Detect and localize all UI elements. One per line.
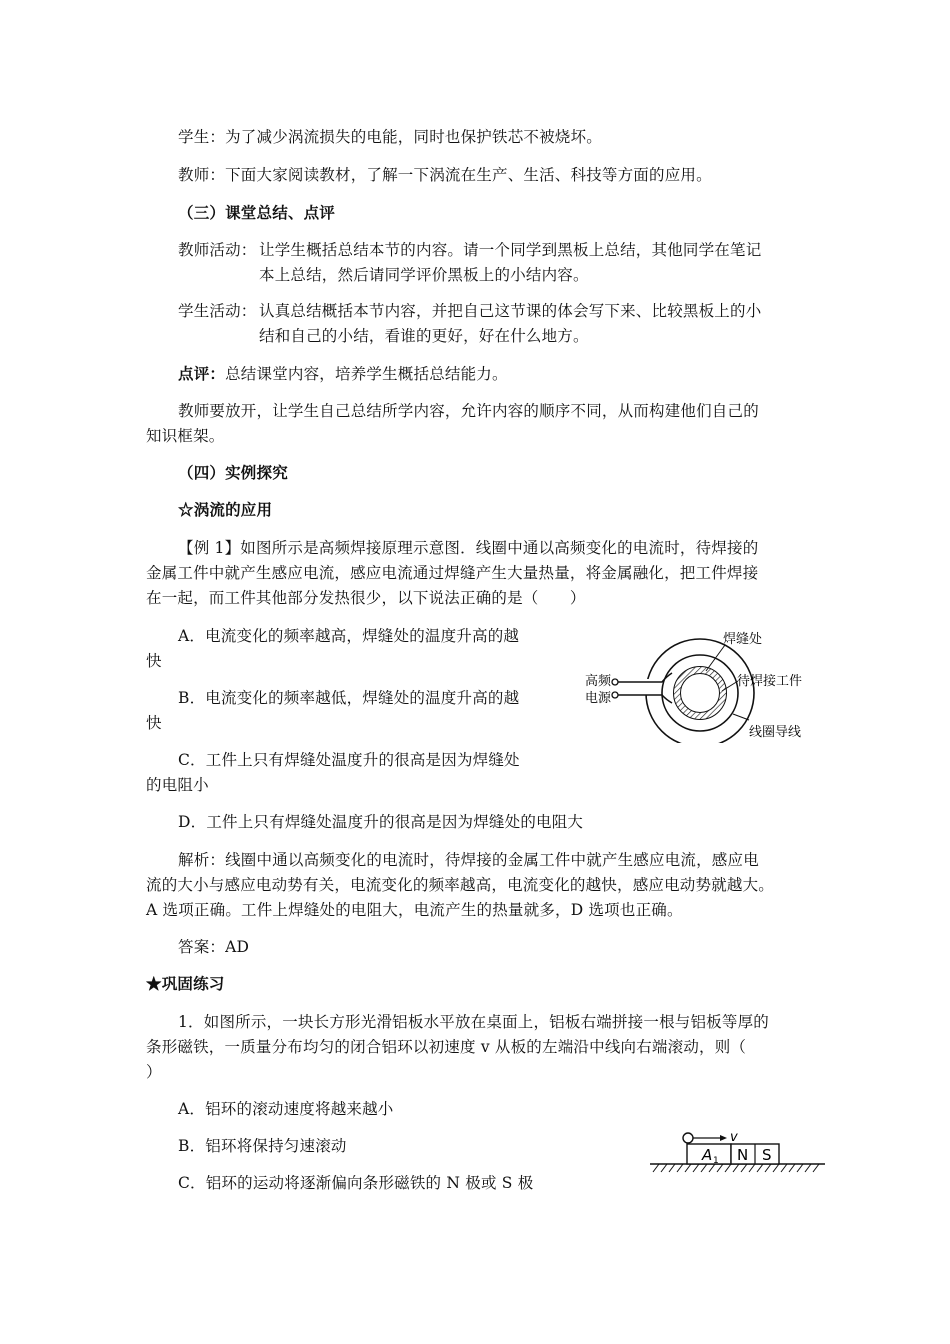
teacher-dialogue-line: 教师：下面大家阅读教材，了解一下涡流在生产、生活、科技等方面的应用。 — [178, 166, 712, 184]
option-b-line2: 快 — [146, 714, 162, 732]
example-subheading: ☆涡流的应用 — [178, 500, 273, 519]
arrow-head-icon — [720, 1135, 727, 1141]
option-d-line: D．工件上只有焊缝处温度升的很高是因为焊缝处的电阻大 — [178, 813, 584, 831]
teacher-activity-line2: 本上总结，然后请同学评价黑板上的小结内容。 — [259, 266, 589, 284]
welding-diagram — [575, 623, 825, 743]
example-question-line2: 金属工件中就产生感应电流，感应电流通过焊缝产生大量热量，将金属融化，把工件焊接 — [146, 564, 759, 582]
terminal-icon — [612, 692, 618, 698]
aluminum-ring — [683, 1133, 693, 1143]
analysis-line2: 流的大小与感应电动势有关，电流变化的频率越高，电流变化的越快，感应电动势就越大。 — [146, 876, 775, 894]
practice-heading: ★巩固练习 — [146, 974, 225, 993]
example-question-line3: 在一起，而工件其他部分发热很少，以下说法正确的是（ ） — [146, 589, 586, 607]
coil-label: 线圈导线 — [749, 725, 802, 740]
summary-heading: （三）课堂总结、点评 — [178, 203, 336, 222]
comment-label: 点评： — [178, 364, 226, 383]
student-dialogue-line: 学生：为了减少涡流损失的电能，同时也保护铁芯不被烧坏。 — [178, 128, 602, 146]
plate-label: A — [702, 1146, 713, 1164]
ground-hatching — [653, 1164, 819, 1172]
terminal-icon — [612, 679, 618, 685]
student-activity-line2: 结和自己的小结，看谁的更好，好在什么地方。 — [259, 327, 589, 345]
analysis-line3: A 选项正确。工件上焊缝处的电阻大，电流产生的热量就多，D 选项也正确。 — [146, 901, 683, 919]
practice-question-line1: 1．如图所示，一块长方形光滑铝板水平放在桌面上，铝板右端拼接一根与铝板等厚的 — [178, 1013, 769, 1031]
plate-magnet-diagram — [645, 1126, 830, 1178]
practice-question-line3: ） — [146, 1063, 162, 1081]
plate-label-subscript: 1 — [713, 1156, 719, 1166]
practice-option-c: C．铝环的运动将逐渐偏向条形磁铁的 N 极或 S 极 — [178, 1174, 534, 1192]
source-label-1: 高频 — [585, 674, 612, 689]
option-c-line1: C．工件上只有焊缝处温度升的很高是因为焊缝处 — [178, 751, 520, 769]
comment-line — [178, 364, 508, 384]
weld-label: 焊缝处 — [723, 632, 763, 647]
teacher-note-line1: 教师要放开，让学生自己总结所学内容，允许内容的顺序不同，从而构建他们自己的 — [178, 402, 759, 420]
option-c-line2: 的电阻小 — [146, 776, 209, 794]
teacher-activity-line1: 让学生概括总结本节的内容。请一个同学到黑板上总结，其他同学在笔记 — [259, 241, 762, 259]
comment-text: 总结课堂内容，培养学生概括总结能力。 — [225, 365, 508, 383]
analysis-line1: 解析：线圈中通以高频变化的电流时，待焊接的金属工件中就产生感应电流，感应电 — [178, 851, 759, 869]
velocity-label: v — [730, 1130, 738, 1145]
practice-option-a: A．铝环的滚动速度将越来越小 — [178, 1100, 394, 1118]
answer-line: 答案：AD — [178, 938, 250, 956]
example-question-line1: 【例 1】如图所示是高频焊接原理示意图．线圈中通以高频变化的电流时，待焊接的 — [178, 539, 759, 557]
option-b-line1: B．电流变化的频率越低，焊缝处的温度升高的越 — [178, 689, 520, 707]
south-pole-label: S — [762, 1146, 772, 1164]
option-a-line1: A．电流变化的频率越高，焊缝处的温度升高的越 — [178, 627, 520, 645]
option-a-line2: 快 — [146, 652, 162, 670]
teacher-activity-label: 教师活动： — [178, 241, 257, 259]
source-label-2: 电源 — [585, 691, 612, 706]
workpiece-label: 待焊接工件 — [737, 674, 803, 689]
practice-option-b: B．铝环将保持匀速滚动 — [178, 1137, 347, 1155]
student-activity-label: 学生活动： — [178, 302, 257, 320]
north-pole-label: N — [737, 1146, 749, 1164]
example-heading: （四）实例探究 — [178, 463, 288, 482]
practice-question-line2: 条形磁铁，一质量分布均匀的闭合铝环以初速度 v 从板的左端沿中线向右端滚动，则（ — [146, 1038, 747, 1056]
student-activity-line1: 认真总结概括本节内容，并把自己这节课的体会写下来、比较黑板上的小 — [259, 302, 762, 320]
teacher-note-line2: 知识框架。 — [146, 427, 225, 445]
